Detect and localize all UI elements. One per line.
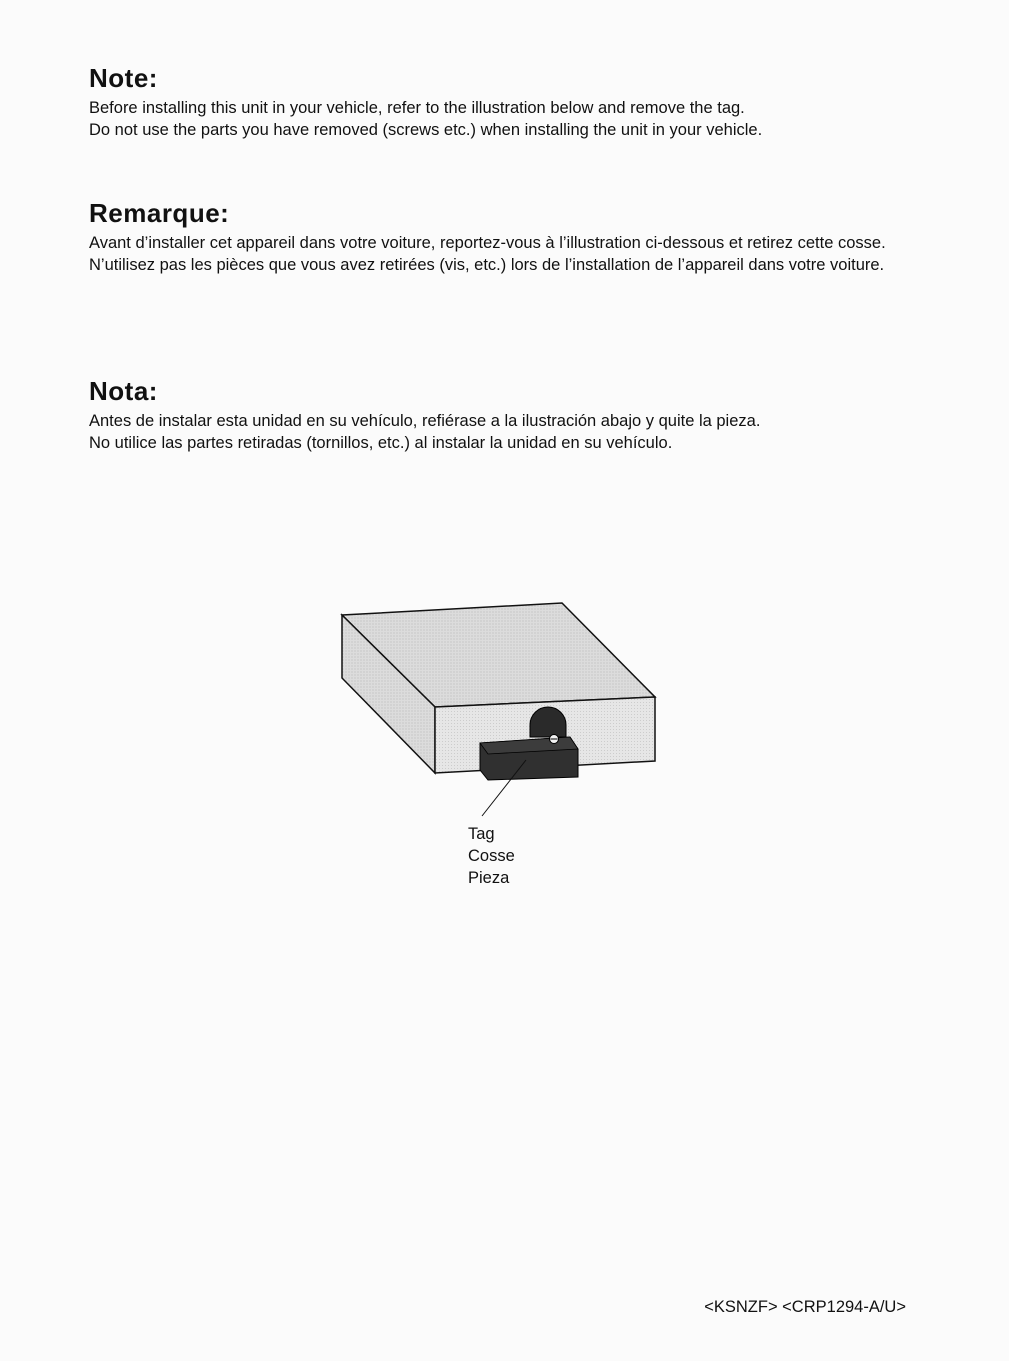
tag-label-es: Pieza — [468, 869, 510, 887]
note-heading: Note: — [89, 63, 158, 93]
nota-line-2: No utilice las partes retiradas (tornillos, etc.) al instalar la unidad en su vehículo. — [89, 434, 673, 452]
nota-section — [89, 376, 929, 454]
remarque-section — [89, 198, 929, 276]
note-line-1: Before installing this unit in your vehicle, refer to the illustration below and remove the tag. — [89, 99, 745, 117]
document-code: <KSNZF> <CRP1294-A/U> — [704, 1298, 906, 1316]
note-section — [89, 63, 929, 141]
tag-label-fr: Cosse — [468, 847, 515, 865]
tag-label-group — [468, 823, 515, 889]
remarque-line-2: N’utilisez pas les pièces que vous avez retirées (vis, etc.) lors de l’installation de l’appareil dans votre voiture. — [89, 256, 885, 274]
tag-label-en: Tag — [468, 825, 495, 843]
note-line-2: Do not use the parts you have removed (screws etc.) when installing the unit in your vehicle. — [89, 121, 763, 139]
unit-illustration — [330, 590, 670, 820]
nota-heading: Nota: — [89, 376, 158, 406]
remarque-heading: Remarque: — [89, 198, 230, 228]
remarque-line-1: Avant d’installer cet appareil dans votre voiture, reportez-vous à l’illustration ci-dessous et retirez cette cosse. — [89, 234, 886, 252]
nota-line-1: Antes de instalar esta unidad en su vehículo, refiérase a la ilustración abajo y quite la pieza. — [89, 412, 761, 430]
